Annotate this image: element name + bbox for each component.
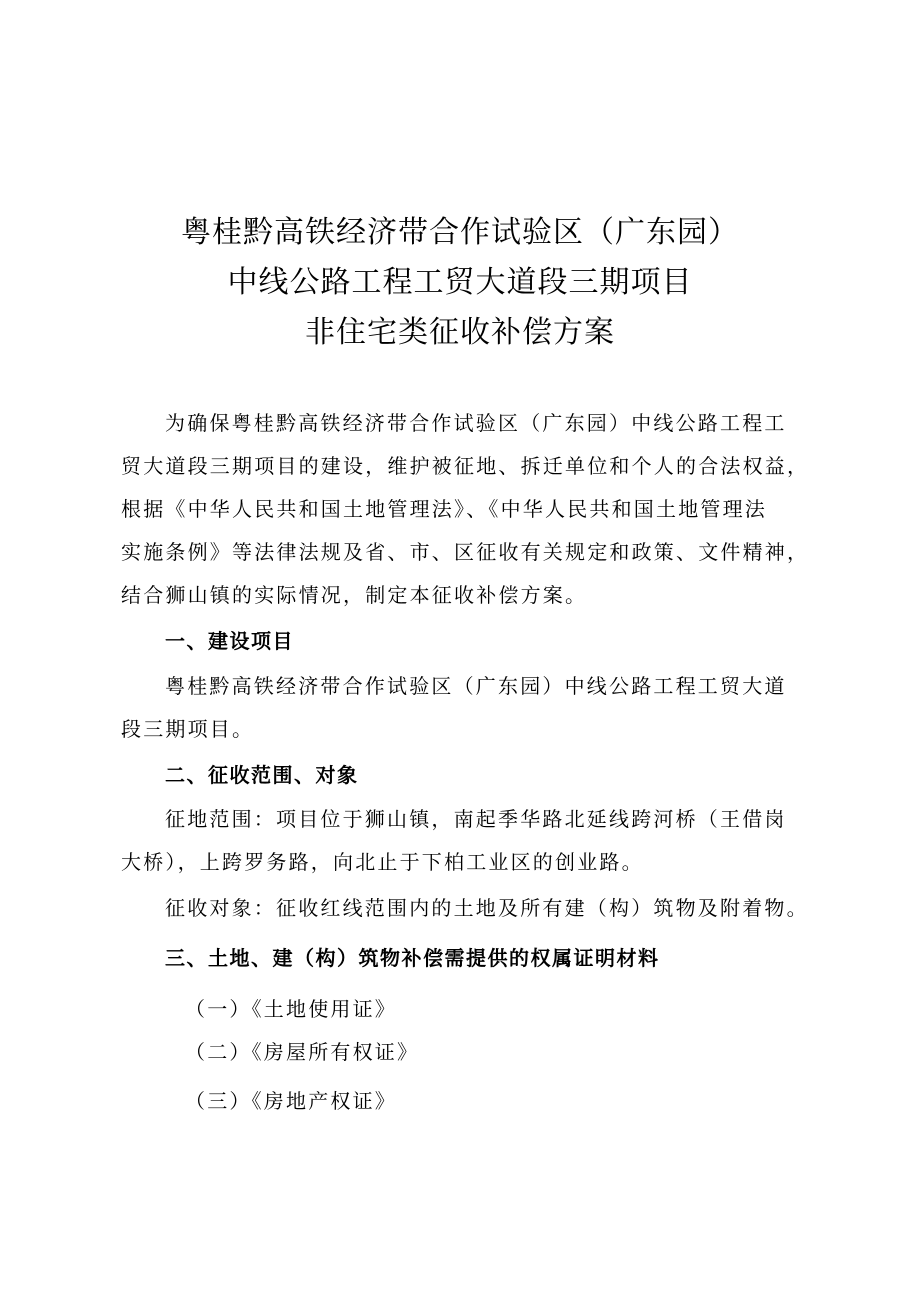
intro-line-3: 根据《中华人民共和国土地管理法》、《中华人民共和国土地管理法 bbox=[121, 497, 767, 521]
section-1-heading: 一、建设项目 bbox=[165, 629, 294, 653]
section-3-heading: 三、土地、建（构）筑物补偿需提供的权属证明材料 bbox=[165, 946, 660, 970]
intro-line-5: 结合狮山镇的实际情况，制定本征收补偿方案。 bbox=[121, 583, 588, 607]
intro-line-4: 实施条例》等法律法规及省、市、区征收有关规定和政策、文件精神， bbox=[121, 540, 810, 564]
section-1-line-1: 粤桂黔高铁经济带合作试验区（广东园）中线公路工程工贸大道 bbox=[165, 674, 787, 698]
intro-line-1: 为确保粤桂黔高铁经济带合作试验区（广东园）中线公路工程工 bbox=[165, 411, 787, 435]
section-2-heading: 二、征收范围、对象 bbox=[165, 763, 359, 787]
title-line-1: 粤桂黔高铁经济带合作试验区（广东园） bbox=[181, 215, 739, 250]
section-3-item-1: （一）《土地使用证》 bbox=[185, 997, 397, 1021]
section-2-scope-line-2: 大桥），上跨罗务路，向北止于下柏工业区的创业路。 bbox=[121, 850, 644, 874]
section-3-item-3: （三）《房地产权证》 bbox=[185, 1089, 397, 1113]
section-2-scope-line-1: 征地范围：项目位于狮山镇，南起季华路北延线跨河桥（王借岗 bbox=[165, 807, 787, 831]
intro-line-2: 贸大道段三期项目的建设，维护被征地、拆迁单位和个人的合法权益， bbox=[121, 454, 810, 478]
section-2-target-line: 征收对象：征收红线范围内的土地及所有建（构）筑物及附着物。 bbox=[165, 896, 809, 920]
section-1-line-2: 段三期项目。 bbox=[121, 717, 255, 741]
document-title bbox=[0, 208, 920, 358]
section-3-item-2: （二）《房屋所有权证》 bbox=[185, 1040, 420, 1064]
title-line-2: 中线公路工程工贸大道段三期项目 bbox=[227, 265, 693, 300]
title-line-3: 非住宅类征收补偿方案 bbox=[305, 315, 615, 350]
